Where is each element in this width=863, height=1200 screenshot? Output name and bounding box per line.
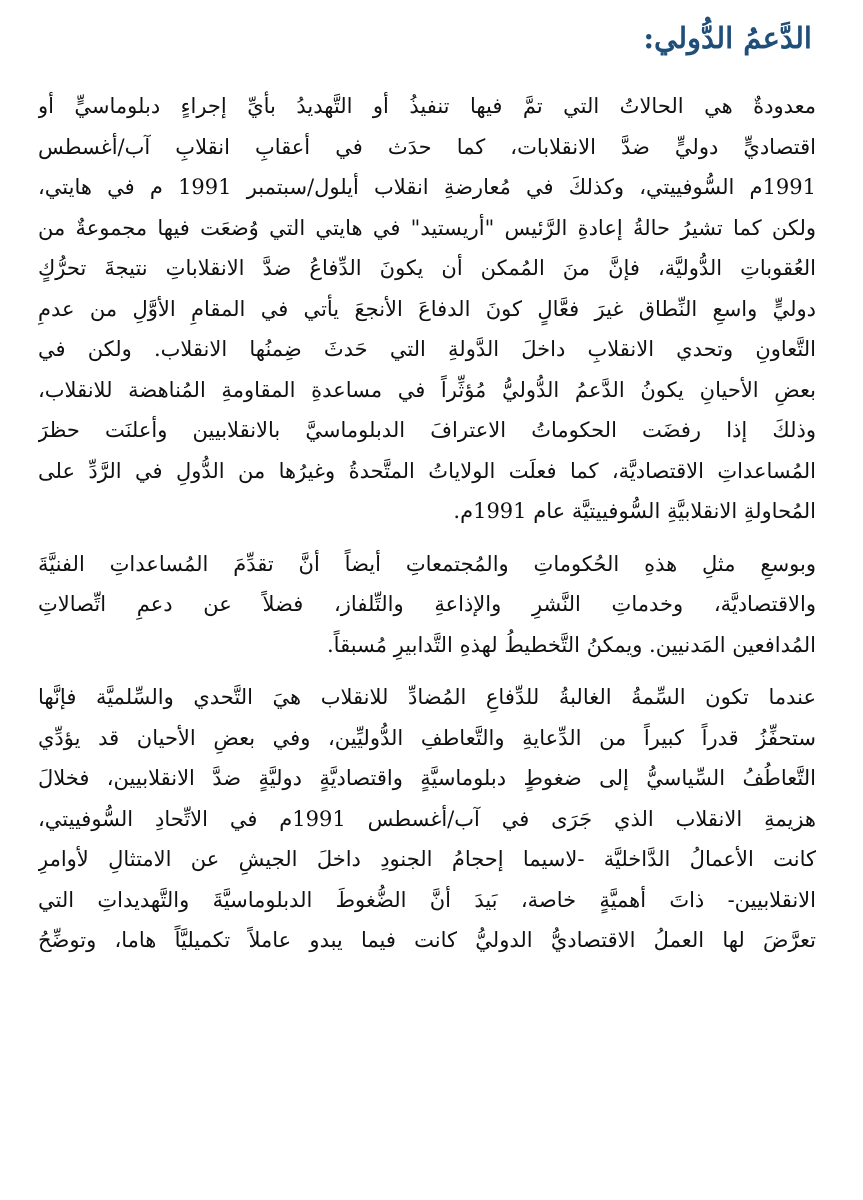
text-line: 1991م السُّوفييتي، وكذلكَ في مُعارضةِ انقلاب أيلول/سبتمبر 1991 م في هايتي، bbox=[38, 175, 816, 199]
text-line: والاقتصاديَّة، وخدماتِ النَّشرِ والإذاعةِ والتِّلفاز، فضلاً عن دعمِ اتِّصالاتِ bbox=[38, 592, 816, 616]
text-line: العُقوباتِ الدُّوليَّة، فإنَّ منَ المُمكن أن يكونَ الدِّفاعُ ضدَّ الانقلاباتِ نتيجةَ تحرُّكٍ bbox=[38, 256, 816, 280]
text-line: وذلكَ إذا رفضَت الحكوماتُ الاعترافَ الدبلوماسيَّ بالانقلابيين وأعلنَت حظرَ bbox=[38, 418, 816, 442]
paragraph-1 bbox=[38, 86, 816, 532]
text-line: التَّعاونِ وتحدي الانقلابِ داخلَ الدَّولةِ التي حَدثَ ضِمنُها الانقلاب. ولكن في bbox=[38, 337, 816, 361]
text-line: دوليٍّ واسعِ النِّطاق غيرَ فعَّالٍ كونَ الدفاعَ الأنجعَ يأتي في المقامِ الأوَّلِ من عدمِ bbox=[38, 296, 816, 321]
text-line: التَّعاطُفُ السِّياسيُّ إلى ضغوطٍ دبلوماسيَّةٍ واقتصاديَّةٍ دوليَّةٍ ضدَّ الانقلابيين، فخلالَ bbox=[38, 766, 816, 790]
text-line: اقتصاديٍّ دوليٍّ ضدَّ الانقلابات، كما حدَث في أعقابِ انقلابِ آب/أغسطس bbox=[38, 134, 816, 159]
text-line: الانقلابيين- ذاتَ أهميَّةٍ خاصة، بَيدَ أنَّ الضُّغوطَ الدبلوماسيَّةَ والتَّهديداتِ التي bbox=[38, 887, 816, 912]
text-line: المُحاولةِ الانقلابيَّةِ السُّوفييتيَّة عام 1991م. bbox=[453, 499, 816, 523]
paragraph-3 bbox=[38, 677, 816, 961]
text-line: عندما تكون السِّمةُ الغالبةُ للدِّفاعِ المُضادِّ للانقلاب هيَ التَّحدي والسِّلميَّة فإنَّها bbox=[38, 685, 816, 709]
section-heading: الدَّعمُ الدُّولي: bbox=[643, 21, 812, 55]
text-line: المُساعداتِ الاقتصاديَّة، كما فعلَت الولاياتُ المتَّحدةُ وغيرُها من الدُّولِ في الرَّدِّ على bbox=[38, 458, 816, 483]
paragraph-2 bbox=[38, 544, 816, 666]
text-line: تعرَّضَ لها العملُ الاقتصاديُّ الدوليُّ كانت فيما يبدو عاملاً تكميليَّاً هاما، وتوضِّحُ bbox=[38, 928, 816, 952]
text-line: كانت الأعمالُ الدَّاخليَّة -لاسيما إحجامُ الجنودِ داخلَ الجيشِ عن الامتثالِ لأوامرِ bbox=[38, 847, 816, 871]
text-line: المُدافعين المَدنيين. ويمكنُ التَّخطيطُ لهذهِ التَّدابيرِ مُسبقاً. bbox=[327, 632, 816, 657]
text-line: ستحفِّزُ قدراً كبيراً من الدِّعايةِ والتَّعاطفِ الدُّوليِّين، وفي بعضِ الأحيان قد يؤدِّي bbox=[38, 725, 816, 750]
text-line: هزيمةِ الانقلاب الذي جَرَى في آب/أغسطس 1991م في الاتِّحادِ السُّوفييتي، bbox=[38, 806, 816, 831]
text-line: معدودةٌ هي الحالاتُ التي تمَّ فيها تنفيذُ أو التَّهديدُ بأيِّ إجراءٍ دبلوماسيٍّ أو bbox=[38, 94, 816, 118]
text-line: ولكن كما تشيرُ حالةُ إعادةِ الرَّئيس "أريستيد" في هايتي التي وُضعَت فيها مجموعةٌ من bbox=[38, 215, 816, 240]
text-line: وبوسعِ مثلِ هذهِ الحُكوماتِ والمُجتمعاتِ أيضاً أنَّ تقدِّمَ المُساعداتِ الفنيَّةَ bbox=[38, 551, 816, 576]
text-line: بعضِ الأحيانِ يكونُ الدَّعمُ الدُّوليُّ مُؤثِّراً في مساعدةِ المقاومةِ المُناهضة للانقلاب، bbox=[38, 377, 816, 402]
